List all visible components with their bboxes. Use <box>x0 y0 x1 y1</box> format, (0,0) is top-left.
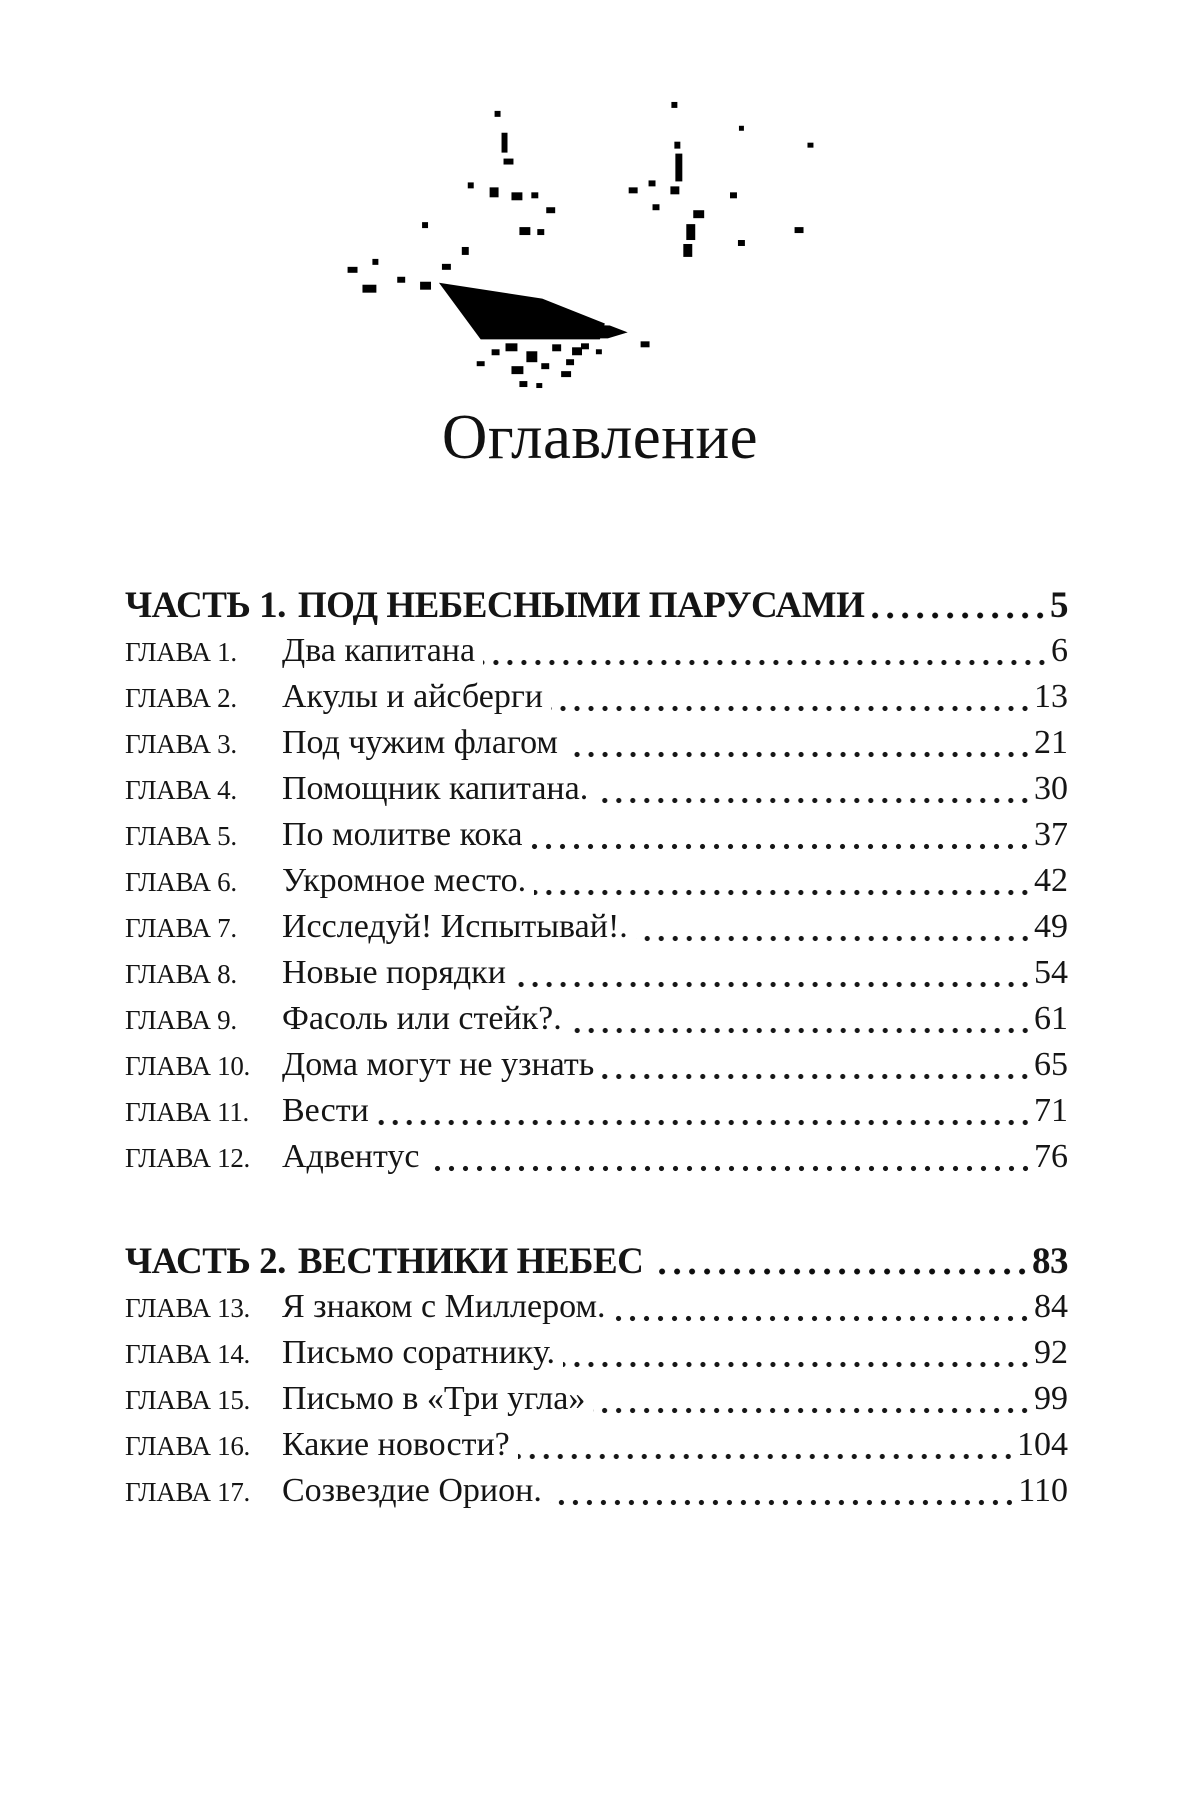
table-of-contents <box>125 584 1068 1514</box>
toc-row-title: Два капитана <box>282 632 476 669</box>
dot-leader <box>514 981 1032 988</box>
toc-row-page: 13 <box>1034 678 1068 715</box>
toc-row-title: Какие новости? <box>282 1426 510 1463</box>
toc-row-label: ГЛАВА 2. <box>125 683 237 713</box>
toc-row-page: 110 <box>1018 1472 1068 1509</box>
toc-row-title: Фасоль или стейк?. <box>282 1000 562 1037</box>
toc-chapter-row <box>125 766 1068 812</box>
toc-chapter-row <box>125 1088 1068 1134</box>
dot-leader <box>593 1407 1032 1414</box>
dot-leader <box>377 1119 1032 1126</box>
dot-leader <box>530 843 1032 850</box>
toc-row-label: ЧАСТЬ 2. <box>125 1241 286 1282</box>
toc-row-page: 49 <box>1034 908 1068 945</box>
dot-leader <box>483 659 1049 666</box>
toc-row-title: Письмо соратнику. <box>282 1334 556 1371</box>
toc-chapter-row <box>125 720 1068 766</box>
toc-chapter-row <box>125 1468 1068 1514</box>
dot-leader <box>518 1453 1015 1460</box>
toc-row-page: 54 <box>1034 954 1068 991</box>
toc-row-label: ГЛАВА 8. <box>125 959 237 989</box>
toc-row-title: Новые порядки <box>282 954 506 991</box>
toc-row-title: По молитве кока <box>282 816 523 853</box>
toc-row-page: 21 <box>1034 724 1068 761</box>
dot-leader <box>613 1315 1032 1322</box>
dot-leader <box>651 1268 1030 1275</box>
toc-part-row <box>125 584 1068 628</box>
toc-row-label: ГЛАВА 9. <box>125 1005 237 1035</box>
toc-chapter-row <box>125 1422 1068 1468</box>
toc-chapter-row <box>125 1376 1068 1422</box>
toc-row-label: ГЛАВА 3. <box>125 729 237 759</box>
toc-row-page: 71 <box>1034 1092 1068 1129</box>
toc-row-page: 99 <box>1034 1380 1068 1417</box>
toc-row-title: Письмо в «Три угла» <box>282 1380 586 1417</box>
toc-row-label: ГЛАВА 17. <box>125 1477 250 1507</box>
dot-leader <box>566 751 1032 758</box>
page-title: Оглавление <box>441 402 759 472</box>
toc-chapter-row <box>125 674 1068 720</box>
toc-row-label: ГЛАВА 1. <box>125 637 237 667</box>
toc-chapter-row <box>125 996 1068 1042</box>
toc-row-title: Акулы и айсберги <box>282 678 543 715</box>
toc-row-page: 61 <box>1034 1000 1068 1037</box>
toc-row-label: ГЛАВА 7. <box>125 913 237 943</box>
dot-leader <box>563 1361 1032 1368</box>
toc-row-label: ГЛАВА 5. <box>125 821 237 851</box>
toc-row-label: ГЛАВА 13. <box>125 1293 250 1323</box>
dot-leader <box>636 935 1032 942</box>
toc-row-label: ГЛАВА 15. <box>125 1385 250 1415</box>
toc-row-label: ГЛАВА 6. <box>125 867 237 897</box>
toc-chapter-row <box>125 1330 1068 1376</box>
toc-chapter-row <box>125 904 1068 950</box>
dot-leader <box>550 1499 1016 1506</box>
toc-row-page: 65 <box>1034 1046 1068 1083</box>
toc-row-title: ПОД НЕБЕСНЫМИ ПАРУСАМИ <box>297 585 865 626</box>
toc-chapter-row <box>125 858 1068 904</box>
toc-row-page: 5 <box>1050 585 1068 626</box>
toc-row-page: 6 <box>1051 632 1068 669</box>
toc-row-title: Вести <box>282 1092 369 1129</box>
toc-row-title: Созвездие Орион. <box>282 1472 542 1509</box>
toc-chapter-row <box>125 950 1068 996</box>
toc-row-page: 92 <box>1034 1334 1068 1371</box>
toc-row-label: ГЛАВА 12. <box>125 1143 250 1173</box>
ship-illustration <box>342 94 822 392</box>
toc-row-label: ГЛАВА 11. <box>125 1097 249 1127</box>
toc-row-label: ГЛАВА 10. <box>125 1051 250 1081</box>
dot-leader <box>570 1027 1032 1034</box>
toc-row-label: ГЛАВА 16. <box>125 1431 250 1461</box>
book-page <box>0 94 1200 1807</box>
toc-row-title: Под чужим флагом <box>282 724 558 761</box>
toc-row-page: 42 <box>1034 862 1068 899</box>
toc-row-page: 83 <box>1032 1241 1068 1282</box>
toc-row-title: Исследуй! Испытывай!. <box>282 908 628 945</box>
ship-image <box>342 94 822 392</box>
toc-row-label: ЧАСТЬ 1. <box>125 585 286 626</box>
dot-leader <box>534 889 1032 896</box>
toc-row-page: 104 <box>1017 1426 1068 1463</box>
dot-leader <box>872 612 1048 619</box>
toc-chapter-row <box>125 812 1068 858</box>
dot-leader <box>428 1165 1033 1172</box>
toc-part-row <box>125 1240 1068 1284</box>
toc-row-page: 76 <box>1034 1138 1068 1175</box>
dot-leader <box>551 705 1032 712</box>
toc-row-page: 37 <box>1034 816 1068 853</box>
toc-row-page: 84 <box>1034 1288 1068 1325</box>
toc-chapter-row <box>125 1134 1068 1180</box>
toc-chapter-row <box>125 628 1068 674</box>
toc-row-page: 30 <box>1034 770 1068 807</box>
toc-row-title: Дома могут не узнать <box>282 1046 595 1083</box>
dot-leader <box>602 1073 1032 1080</box>
toc-row-title: Укромное место. <box>282 862 527 899</box>
toc-row-label: ГЛАВА 4. <box>125 775 237 805</box>
toc-row-title: Адвентус <box>282 1138 420 1175</box>
toc-chapter-row <box>125 1284 1068 1330</box>
dot-leader <box>596 797 1032 804</box>
toc-chapter-row <box>125 1042 1068 1088</box>
toc-row-title: ВЕСТНИКИ НЕБЕС <box>297 1241 644 1282</box>
toc-row-title: Помощник капитана. <box>282 770 589 807</box>
toc-row-title: Я знаком с Миллером. <box>282 1288 606 1325</box>
toc-row-label: ГЛАВА 14. <box>125 1339 250 1369</box>
